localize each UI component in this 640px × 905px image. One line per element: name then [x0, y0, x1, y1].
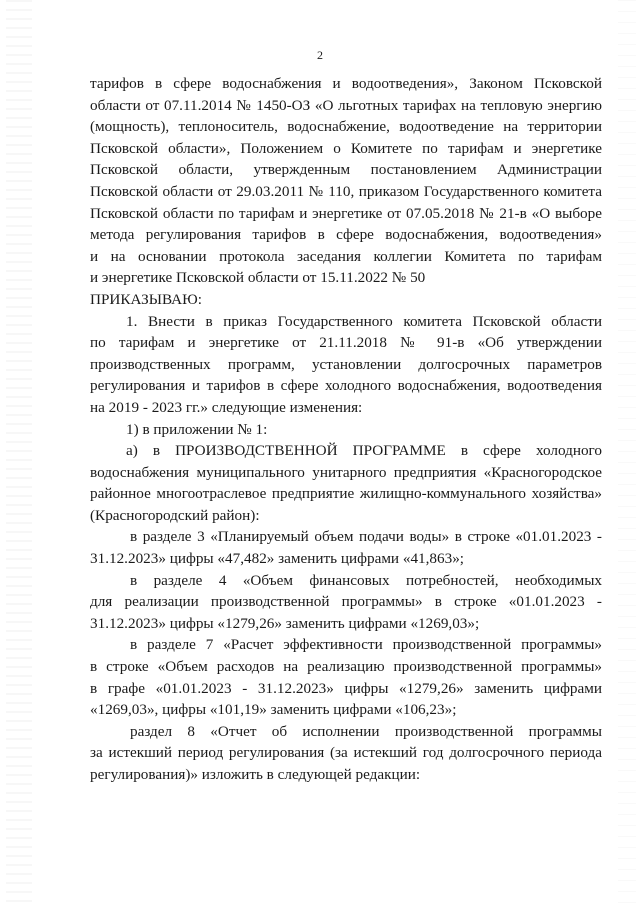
text-line: (Красногородский район): — [90, 506, 260, 524]
text-line: Псковской области», Положением о Комитете по тарифам и энергетике — [90, 139, 602, 157]
text-line: раздел 8 «Отчет об исполнении производственной программы — [130, 722, 602, 740]
text-line: в графе «01.01.2023 - 31.12.2023» цифры «1279,26» заменить цифрами — [90, 679, 602, 697]
text-line: а) в ПРОИЗВОДСТВЕННОЙ ПРОГРАММЕ в сфере холодного — [126, 442, 602, 460]
text-line: регулирования)» изложить в следующей редакции: — [90, 766, 421, 783]
text-line: метода регулирования тарифов в сфере водоснабжения, водоотведения» — [90, 226, 602, 244]
text-line: 1. Внести в приказ Государственного комитета Псковской области — [126, 312, 602, 330]
text-line: для реализации производственной программы» в строке «01.01.2023 - — [90, 593, 602, 611]
document-body — [90, 73, 602, 786]
text-line: водоснабжения муниципального унитарного предприятия «Красногородское — [90, 463, 602, 481]
text-line: 31.12.2023» цифры «47,482» заменить цифрами «41,863»; — [90, 550, 465, 568]
text-line: в разделе 3 «Планируемый объем подачи воды» в строке «01.01.2023 - — [130, 528, 602, 546]
text-line: тарифов в сфере водоснабжения и водоотведения», Законом Псковской — [90, 75, 602, 92]
text-line: районное многоотраслевое предприятие жилищно-коммунального хозяйства» — [90, 485, 602, 503]
text-line: производственных программ, установлении долгосрочных параметров — [90, 355, 602, 373]
text-line: на 2019 - 2023 гг.» следующие изменения: — [90, 398, 363, 416]
scan-edge-left — [6, 0, 32, 905]
text-line: и энергетике Псковской области от 15.11.2022 № 50 — [90, 269, 426, 287]
page-number: 2 — [317, 48, 323, 62]
text-line: 31.12.2023» цифры «1279,26» заменить цифрами «1269,03»; — [90, 614, 480, 632]
text-line: 1) в приложении № 1: — [126, 420, 268, 438]
text-line: в разделе 7 «Расчет эффективности производственной программы» — [130, 636, 602, 654]
text-line: и на основании протокола заседания коллегии Комитета по тарифам — [90, 247, 602, 265]
text-line: за истекший период регулирования (за истекший год долгосрочного периода — [90, 744, 602, 762]
text-line: (мощность), теплоноситель, водоснабжение, водоотведение на территории — [90, 118, 602, 136]
text-line: Псковской области от 29.03.2011 № 110, приказом Государственного комитета — [90, 182, 602, 200]
text-line: в разделе 4 «Объем финансовых потребностей, необходимых — [130, 571, 602, 589]
text-line: области от 07.11.2014 № 1450-ОЗ «О льготных тарифах на тепловую энергию — [90, 96, 602, 114]
text-line: в строке «Объем расходов на реализацию производственной программы» — [90, 658, 602, 676]
order-heading: ПРИКАЗЫВАЮ: — [90, 290, 202, 308]
text-line: Псковской области, утвержденным постановлением Администрации — [90, 161, 602, 179]
text-line: по тарифам и энергетике от 21.11.2018 № 91-в «Об утверждении — [90, 334, 602, 352]
text-line: Псковской области по тарифам и энергетике от 07.05.2018 № 21-в «О выборе — [90, 204, 602, 222]
text-line: «1269,03», цифры «101,19» заменить цифрами «106,23»; — [90, 701, 457, 719]
text-line: регулирования и тарифов в сфере холодного водоснабжения, водоотведения — [90, 377, 602, 395]
scan-edge-right — [618, 0, 636, 905]
